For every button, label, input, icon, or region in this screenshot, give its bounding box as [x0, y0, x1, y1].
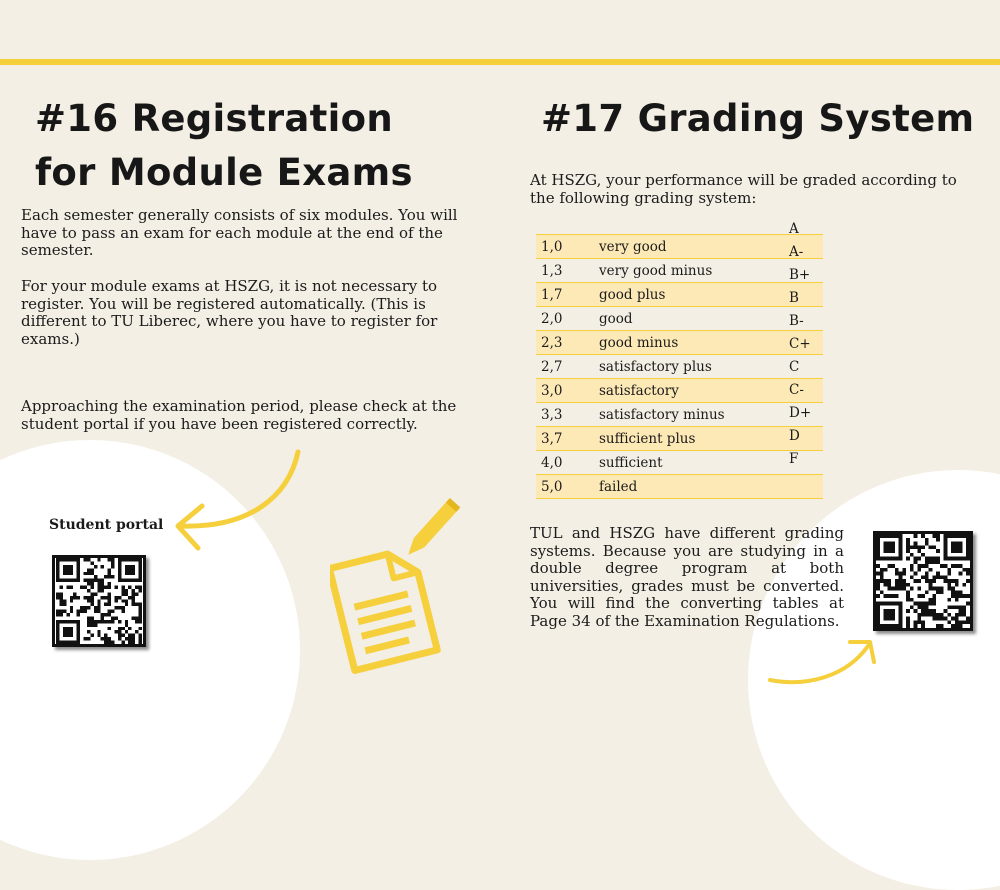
ects-letter: A- — [789, 244, 804, 260]
document-pencil-icon — [330, 495, 470, 675]
grade-label: satisfactory plus — [599, 355, 823, 379]
grading-table — [536, 234, 823, 499]
grade-label: satisfactory — [599, 379, 823, 403]
grade-label: good — [599, 307, 823, 331]
table-row — [536, 259, 823, 283]
ects-letter: C — [789, 359, 800, 375]
table-row — [536, 427, 823, 451]
grade-label: satisfactory minus — [599, 403, 823, 427]
grade-label: sufficient — [599, 451, 823, 475]
grade-value: 3,7 — [536, 427, 599, 451]
section17-intro: At HSZG, your performance will be graded according to the following grading system: — [530, 171, 957, 207]
grade-label: good minus — [599, 331, 823, 355]
ects-letter: D — [789, 428, 800, 444]
top-accent-bar — [0, 59, 1000, 65]
grade-value: 2,3 — [536, 331, 599, 355]
grade-label: very good — [599, 235, 823, 259]
grade-value: 2,0 — [536, 307, 599, 331]
grade-value: 2,7 — [536, 355, 599, 379]
section16-title-line2: for Module Exams — [35, 151, 413, 194]
curved-arrow-icon — [168, 448, 308, 558]
table-row — [536, 331, 823, 355]
grade-label: good plus — [599, 283, 823, 307]
ects-letter: C+ — [789, 336, 811, 352]
grade-label: failed — [599, 475, 823, 499]
ects-letter: B- — [789, 313, 804, 329]
section16-paragraph3: Approaching the examination period, please check at the student portal if you have been registered correctly. — [21, 397, 457, 433]
table-row — [536, 475, 823, 499]
ects-letter-column — [789, 218, 829, 471]
ects-letter: C- — [789, 382, 804, 398]
table-row — [536, 355, 823, 379]
table-row — [536, 379, 823, 403]
student-portal-label: Student portal — [49, 517, 164, 533]
student-portal-qr-code-icon[interactable] — [52, 555, 146, 647]
section16-paragraph1: Each semester generally consists of six modules. You will have to pass an exam for each module at the end of the semester. — [21, 206, 458, 259]
section17-title: #17 Grading System — [541, 97, 975, 140]
table-row — [536, 451, 823, 475]
ects-letter: D+ — [789, 405, 812, 421]
grade-value: 1,0 — [536, 235, 599, 259]
table-row — [536, 403, 823, 427]
section16-title — [35, 92, 475, 200]
grade-value: 4,0 — [536, 451, 599, 475]
section16-paragraph2: For your module exams at HSZG, it is not necessary to register. You will be registered automatically. (This is different to TU Liberec, where you have to register for exams.) — [21, 277, 438, 348]
section17-conversion-note: TUL and HSZG have different grading systems. Because you are studying in a double degree program at both universities, grades must be converted. You will find the converting tables at Page 34 of the Examination Regulations. — [530, 524, 844, 630]
grade-label: very good minus — [599, 259, 823, 283]
section16-title-line1: #16 Registration — [35, 97, 393, 140]
curved-arrow-icon — [766, 632, 886, 692]
grade-value: 1,7 — [536, 283, 599, 307]
grade-value: 5,0 — [536, 475, 599, 499]
ects-letter: B — [789, 290, 799, 306]
table-row — [536, 307, 823, 331]
grade-value: 3,3 — [536, 403, 599, 427]
table-row — [536, 235, 823, 259]
grade-label: sufficient plus — [599, 427, 823, 451]
ects-letter: F — [789, 451, 799, 467]
examination-regulations-qr-code-icon[interactable] — [873, 531, 973, 631]
grade-value: 1,3 — [536, 259, 599, 283]
table-row — [536, 283, 823, 307]
grade-value: 3,0 — [536, 379, 599, 403]
ects-letter: A — [789, 221, 799, 237]
ects-letter: B+ — [789, 267, 811, 283]
